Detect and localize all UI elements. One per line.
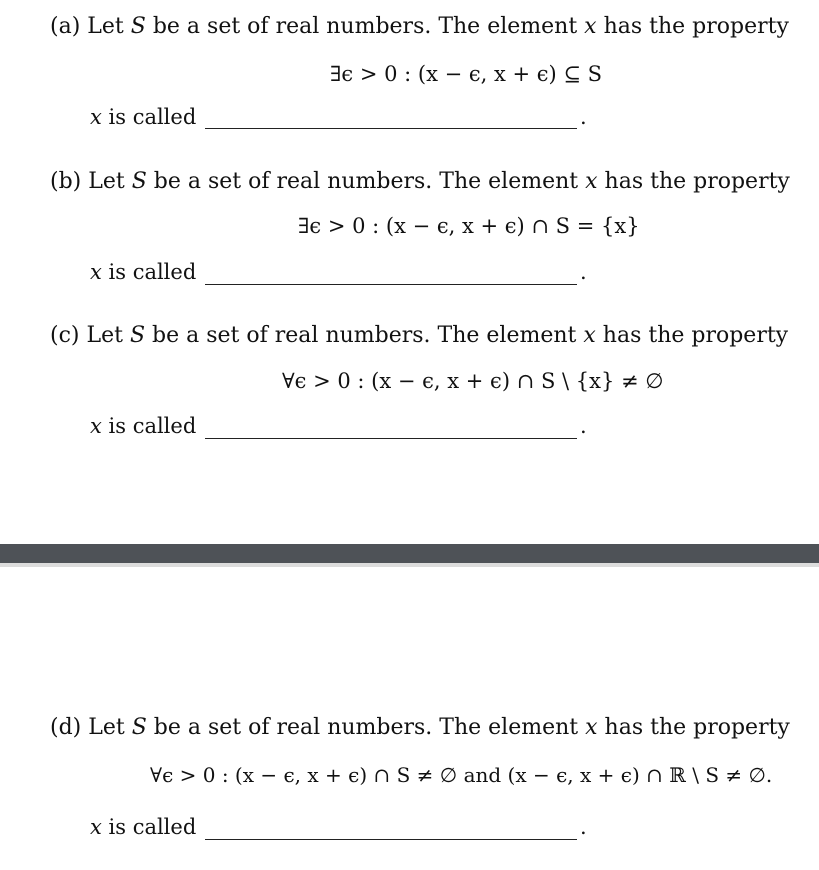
prompt-text: be a set of real numbers. The element: [146, 169, 586, 194]
question-c-prompt: [50, 323, 788, 348]
question-label: (d): [50, 715, 82, 740]
prompt-text: Let: [86, 323, 130, 348]
variable-symbol: x: [585, 169, 598, 194]
question-b-formula: ∃ϵ > 0 : (x − ϵ, x + ϵ) ∩ S = {x}: [298, 214, 640, 238]
set-symbol: S: [131, 169, 147, 194]
period: .: [580, 105, 587, 129]
question-d-called: [90, 815, 196, 839]
variable-symbol: x: [90, 815, 102, 839]
prompt-text: has the property: [597, 169, 790, 194]
prompt-text: be a set of real numbers. The element: [146, 715, 586, 740]
variable-symbol: x: [583, 323, 596, 348]
prompt-text: has the property: [597, 715, 790, 740]
period: .: [580, 414, 587, 438]
variable-symbol: x: [90, 260, 102, 284]
question-b-answer-blank[interactable]: [205, 260, 577, 285]
question-label: (b): [50, 169, 82, 194]
period: .: [580, 815, 587, 839]
question-c-called: [90, 414, 196, 438]
variable-symbol: x: [585, 715, 598, 740]
question-b-called: [90, 260, 196, 284]
set-symbol: S: [130, 14, 146, 39]
question-a-formula: ∃ϵ > 0 : (x − ϵ, x + ϵ) ⊆ S: [330, 62, 603, 86]
called-text: is called: [101, 105, 197, 129]
question-d-prompt: [50, 715, 790, 740]
variable-symbol: x: [584, 14, 597, 39]
called-text: is called: [101, 815, 197, 839]
variable-symbol: x: [90, 105, 102, 129]
prompt-text: Let: [88, 715, 132, 740]
question-a-prompt: [50, 14, 789, 39]
question-c-formula: ∀ϵ > 0 : (x − ϵ, x + ϵ) ∩ S \ {x} ≠ ∅: [282, 369, 664, 393]
variable-symbol: x: [90, 414, 102, 438]
set-symbol: S: [129, 323, 146, 348]
question-d-answer-blank[interactable]: [205, 815, 577, 840]
prompt-text: has the property: [595, 323, 789, 348]
prompt-text: has the property: [596, 14, 789, 39]
question-c-answer-blank[interactable]: [205, 414, 577, 439]
prompt-text: Let: [88, 169, 132, 194]
question-label: (c): [50, 323, 80, 348]
question-b-prompt: [50, 169, 790, 194]
set-symbol: S: [131, 715, 147, 740]
question-a-called: [90, 105, 196, 129]
prompt-text: Let: [87, 14, 131, 39]
called-text: is called: [101, 414, 197, 438]
question-a-answer-blank[interactable]: [205, 105, 577, 129]
prompt-text: be a set of real numbers. The element: [145, 323, 584, 348]
question-label: (a): [50, 14, 81, 39]
page-separator: [0, 544, 819, 563]
period: .: [580, 260, 587, 284]
page-separator-shadow: [0, 563, 819, 567]
prompt-text: be a set of real numbers. The element: [145, 14, 585, 39]
question-d-formula: ∀ϵ > 0 : (x − ϵ, x + ϵ) ∩ S ≠ ∅ and (x − ϵ, x + ϵ) ∩ ℝ \ S ≠ ∅.: [150, 763, 773, 787]
called-text: is called: [101, 260, 197, 284]
